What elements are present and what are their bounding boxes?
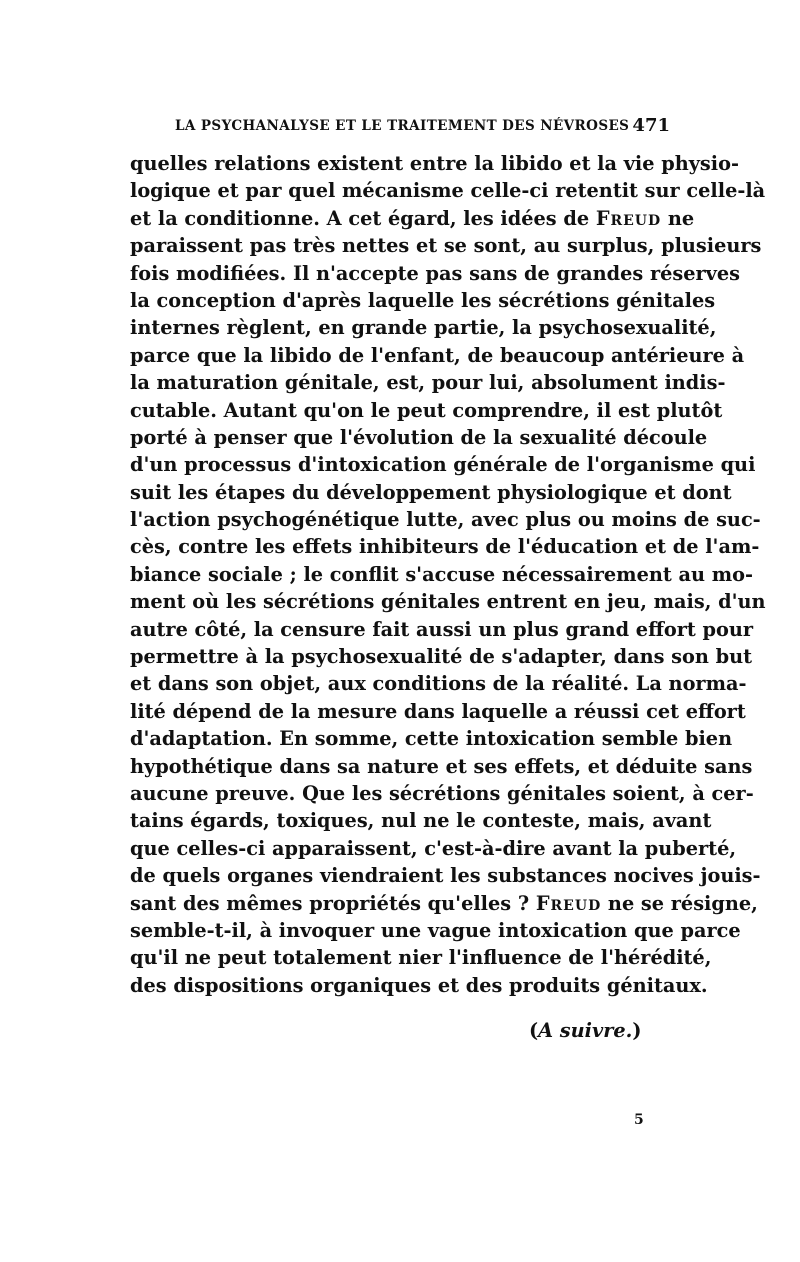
text-line: paraissent pas très nettes et se sont, au surplus, plusieurs bbox=[130, 234, 762, 258]
text-line: permettre à la psychosexualité de s'adapter, dans son but bbox=[130, 645, 753, 669]
text-line: l'action psychogénétique lutte, avec plus ou moins de suc- bbox=[130, 508, 761, 532]
to-be-continued-note bbox=[529, 1019, 641, 1042]
text-line: la maturation génitale, est, pour lui, absolument indis- bbox=[130, 371, 726, 395]
text-line: et dans son objet, aux conditions de la réalité. La norma- bbox=[130, 672, 747, 696]
text-line: tains égards, toxiques, nul ne le conteste, mais, avant bbox=[130, 809, 712, 833]
text-line: suit les étapes du développement physiologique et dont bbox=[130, 480, 732, 504]
running-head-title: LA PSYCHANALYSE ET LE TRAITEMENT DES NÉVROSES bbox=[175, 118, 630, 134]
body-paragraph bbox=[130, 150, 766, 999]
text-line bbox=[130, 205, 695, 232]
author-name-freud: Freud bbox=[595, 206, 662, 230]
text-line: cutable. Autant qu'on le peut comprendre, il est plutôt bbox=[130, 398, 723, 422]
text-line: lité dépend de la mesure dans laquelle a réussi cet effort bbox=[130, 699, 746, 723]
text-line: hypothétique dans sa nature et ses effets, et déduite sans bbox=[130, 754, 753, 778]
text-line: parce que la libido de l'enfant, de beaucoup antérieure à bbox=[130, 343, 745, 367]
text-line: porté à penser que l'évolution de la sexualité découle bbox=[130, 425, 708, 449]
page-number: 471 bbox=[632, 115, 670, 136]
text-line: de quels organes viendraient les substances nocives jouis- bbox=[130, 864, 761, 888]
text-line: que celles-ci apparaissent, c'est-à-dire avant la puberté, bbox=[130, 836, 737, 860]
text-line: fois modifiées. Il n'accepte pas sans de grandes réserves bbox=[130, 261, 740, 285]
text-segment: ne bbox=[661, 206, 695, 230]
text-line: aucune preuve. Que les sécrétions génitales soient, à cer- bbox=[130, 781, 754, 805]
signature-mark: 5 bbox=[634, 1112, 644, 1128]
text-line: d'un processus d'intoxication générale de l'organisme qui bbox=[130, 453, 756, 477]
paren-close: ) bbox=[632, 1019, 642, 1042]
text-line: biance sociale ; le conflit s'accuse nécessairement au mo- bbox=[130, 562, 753, 586]
paren-open: ( bbox=[529, 1019, 539, 1042]
author-name-freud: Freud bbox=[535, 891, 602, 915]
text-line: ment où les sécrétions génitales entrent en jeu, mais, d'un bbox=[130, 590, 766, 614]
running-head bbox=[175, 115, 670, 136]
text-line bbox=[130, 890, 758, 917]
text-line: autre côté, la censure fait aussi un plus grand effort pour bbox=[130, 617, 754, 641]
text-line: logique et par quel mécanisme celle-ci retentit sur celle-là bbox=[130, 179, 766, 203]
to-be-continued-text: A suivre. bbox=[538, 1019, 633, 1042]
text-line: semble-t-il, à invoquer une vague intoxication que parce bbox=[130, 918, 741, 942]
text-line: qu'il ne peut totalement nier l'influence de l'hérédité, bbox=[130, 946, 712, 970]
text-line: cès, contre les effets inhibiteurs de l'éducation et de l'am- bbox=[130, 535, 760, 559]
text-segment: ne se résigne, bbox=[601, 891, 758, 915]
text-line: internes règlent, en grande partie, la psychosexualité, bbox=[130, 316, 717, 340]
text-line: la conception d'après laquelle les sécrétions génitales bbox=[130, 288, 716, 312]
text-segment: et la conditionne. A cet égard, les idées de bbox=[130, 206, 596, 230]
text-line: des dispositions organiques et des produits génitaux. bbox=[130, 973, 708, 997]
text-line: d'adaptation. En somme, cette intoxication semble bien bbox=[130, 727, 733, 751]
text-segment: sant des mêmes propriétés qu'elles ? bbox=[130, 891, 536, 915]
text-line: quelles relations existent entre la libido et la vie physio- bbox=[130, 152, 739, 175]
